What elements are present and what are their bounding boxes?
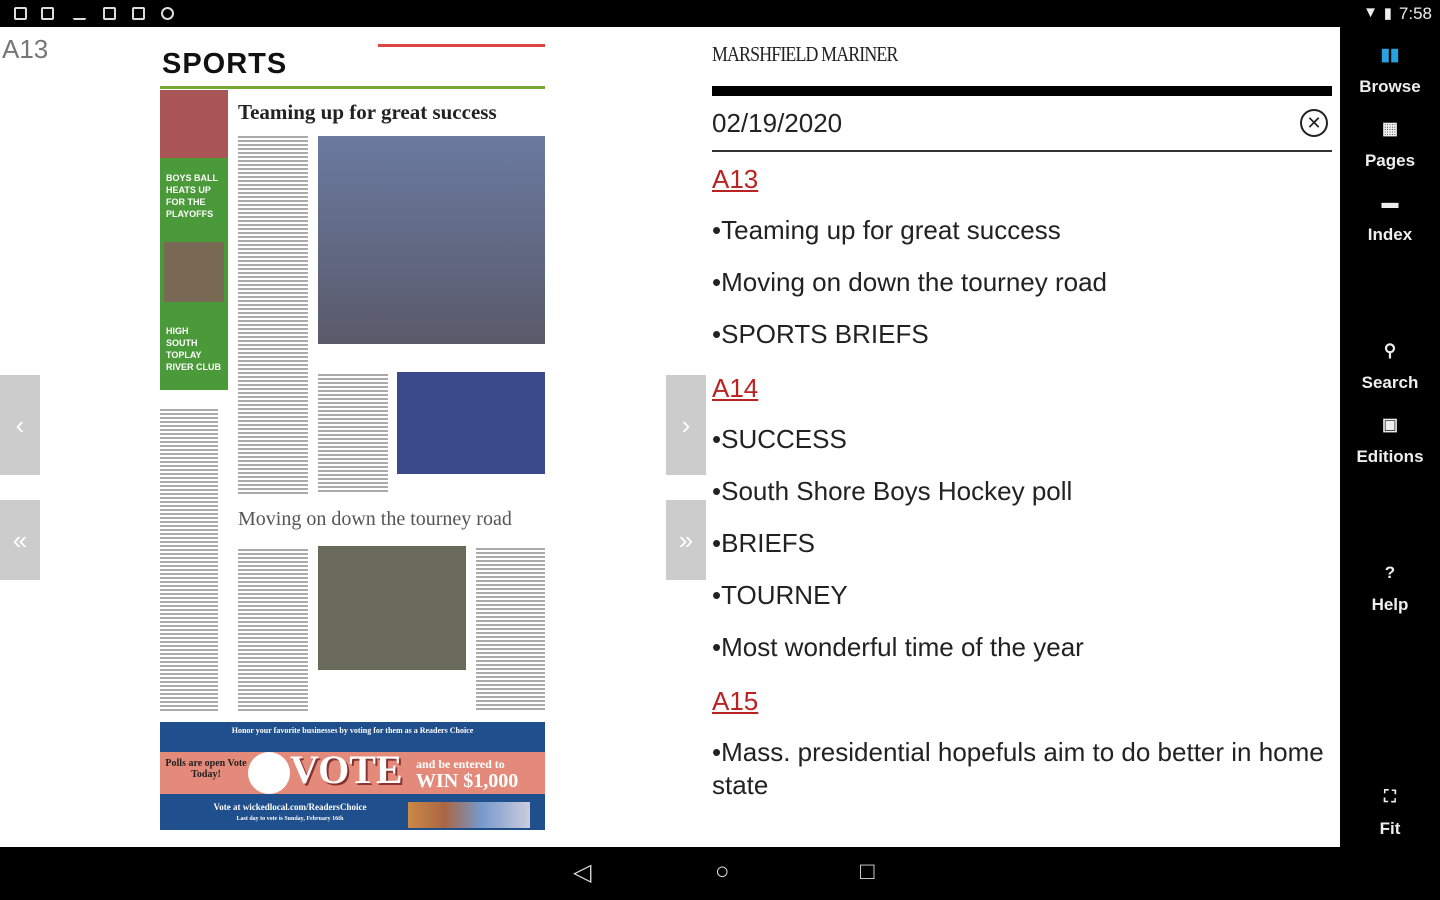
search-icon: ⚲ [1383,341,1397,360]
status-bar [0,0,1440,27]
back-icon[interactable]: ◁ [573,859,592,886]
page-link[interactable]: A13 [712,164,759,194]
index-panel [712,42,1332,812]
notification-icon [14,7,27,20]
ad-vote: VOTE [290,747,403,792]
help-label: Help [1371,595,1409,614]
article-text [318,372,388,492]
page-header-rule [378,44,545,47]
settings-icon [161,7,174,20]
ad-text: Polls are open Vote Today! [165,758,247,780]
article-link[interactable]: •SPORTS BRIEFS [712,319,929,349]
article-link[interactable]: •Moving on down the tourney road [712,267,1108,297]
ad-text: and be entered to [416,757,505,771]
pages-button[interactable] [1340,119,1440,171]
help-icon: ? [1384,563,1396,582]
close-icon[interactable]: ✕ [1300,109,1328,137]
page-link[interactable]: A14 [712,373,759,403]
article-text [476,546,545,712]
calendar-icon: ▣ [1381,415,1399,434]
article-photo [318,136,545,344]
grid-icon: ▦ [1381,119,1399,138]
clock: 7:58 [1398,4,1432,23]
page-thumbnail[interactable] [160,42,545,832]
first-page-button[interactable]: « [0,500,40,580]
edition-date: 02/19/2020 [712,107,843,138]
prev-page-button[interactable]: ‹ [0,375,40,475]
recents-icon[interactable]: □ [860,858,875,885]
promo-photo [164,242,224,302]
download-done-icon [73,7,86,20]
readers-choice-ad[interactable] [160,722,545,830]
index-label: Index [1367,225,1413,244]
pages-label: Pages [1364,151,1416,170]
system-nav-bar [0,847,1440,900]
article-link[interactable]: •TOURNEY [712,580,848,610]
current-page-label: A13 [2,34,49,64]
article-photo [318,546,466,670]
ad-deadline: Last day to vote is Sunday, February 16th [236,816,344,822]
calendar-icon [132,7,145,20]
masthead: MARSHFIELD MARINER [712,42,898,66]
fullscreen-icon: ⛶ [1384,787,1396,806]
ad-prize: WIN $1,000 [416,770,519,792]
ad-text: Honor your favorite businesses by voting for them as a Readers Choice [231,726,474,735]
article-text [160,407,218,712]
ad-images [408,802,530,828]
section-rule [160,86,545,89]
promo-text: BOYS BALL HEATS UP FOR THE PLAYOFFS [166,173,218,219]
photo-icon [41,7,54,20]
index-list [712,153,1332,812]
section-title: SPORTS [162,48,288,80]
article-photo [397,372,545,474]
headline: Moving on down the tourney road [238,508,512,530]
article-link[interactable]: •Mass. presidential hopefuls aim to do better in home state [712,737,1324,800]
headline: Teaming up for great success [238,100,497,124]
editions-button[interactable] [1340,415,1440,467]
article-text [238,134,308,494]
search-button[interactable] [1340,341,1440,393]
list-icon: ▬ [1381,193,1399,212]
right-toolbar [1340,27,1440,847]
wifi-icon: ▼ [1363,4,1378,21]
promo-text: HIGH SOUTH TOPLAY RIVER CLUB [166,326,222,372]
date-field[interactable] [712,96,1332,152]
fit-button[interactable] [1340,787,1440,839]
ad-text [416,756,518,792]
article-text [238,547,308,712]
promo-photo [160,90,228,158]
ad-seal [248,752,290,794]
article-link[interactable]: •Most wonderful time of the year [712,632,1084,662]
editions-label: Editions [1356,447,1424,466]
browse-button[interactable] [1340,45,1440,97]
help-button[interactable] [1340,563,1440,615]
article-link[interactable]: •BRIEFS [712,528,816,558]
book-icon: ▮▮ [1380,45,1400,64]
fit-label: Fit [1379,819,1401,838]
next-page-button[interactable]: › [666,375,706,475]
article-link[interactable]: •Teaming up for great success [712,215,1061,245]
browse-label: Browse [1359,77,1421,96]
article-link[interactable]: •SUCCESS [712,424,847,454]
battery-icon: ▮ [1383,5,1392,22]
last-page-button[interactable]: » [666,500,706,580]
home-icon[interactable]: ○ [715,858,730,885]
index-button[interactable] [1340,193,1440,245]
search-label: Search [1361,373,1419,392]
calendar-icon [103,7,116,20]
article-link[interactable]: •South Shore Boys Hockey poll [712,476,1073,506]
ad-url: Vote at wickedlocal.com/ReadersChoice [213,802,367,812]
page-link[interactable]: A15 [712,686,759,716]
masthead-rule [712,86,1332,96]
